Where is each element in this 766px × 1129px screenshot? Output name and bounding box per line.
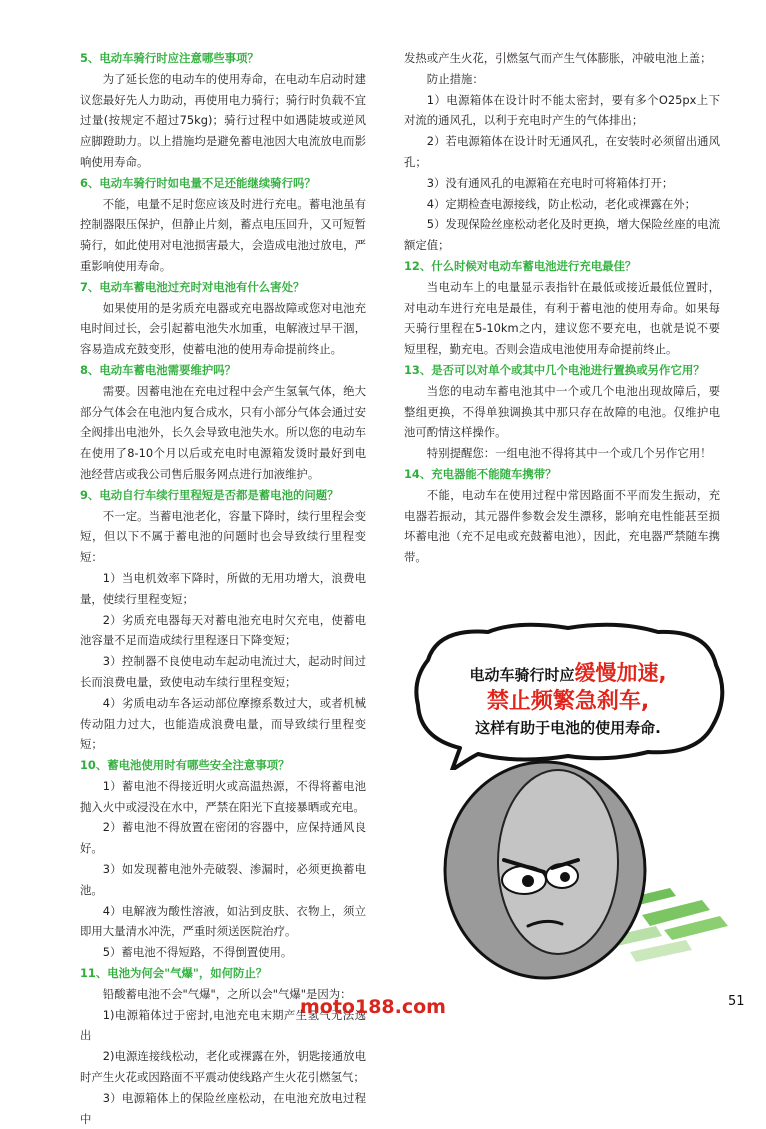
right-column bbox=[404, 48, 720, 568]
section-heading: 12、什么时候对电动车蓄电池进行充电最佳？ bbox=[404, 258, 637, 273]
paragraph: 不能，电动车在使用过程中常因路面不平而发生振动，充电器若振动，其元器件参数会发生漂移，影响充电性能甚至损坏蓄电池（充不足电或充鼓蓄电池），因此，充电器严禁随车携带。 bbox=[404, 487, 720, 565]
paragraph: 1)电源箱体过于密封,电池充电末期产生氢气无法逸出 bbox=[80, 1007, 366, 1043]
paragraph: 3）电源箱体上的保险丝座松动，在电池充放电过程中 bbox=[80, 1090, 366, 1126]
left-column bbox=[80, 48, 366, 1129]
section-heading: 13、是否可以对单个或其中几个电池进行置换或另作它用？ bbox=[404, 362, 705, 377]
footer-url: moto188.com bbox=[300, 996, 446, 1018]
paragraph: 2）若电源箱体在设计时无通风孔，在安装时必须留出通风孔； bbox=[404, 134, 720, 169]
paragraph: 为了延长您的电动车的使用寿命，在电动车启动时建议您最好先人力助动，再使用电力骑行；骑行时负载不宜过量(按规定不超过75kg)；骑行过程中如遇陡坡或逆风应脚蹬助力。以上措施均是避免蓄电池因大电流放电而影响使用寿命。 bbox=[80, 71, 366, 169]
paragraph: 2）劣质充电器每天对蓄电池充电时欠充电，使蓄电池容量不足而造成续行里程逐日下降变短； bbox=[80, 612, 366, 648]
tire-cartoon-illustration bbox=[420, 740, 740, 980]
paragraph: 需要。因蓄电池在充电过程中会产生氢氧气体，绝大部分气体会在电池内复合成水，只有小部分气体会通过安全阀排出电池外，长久会导致电池失水。所以您的电动车在使用了8-10个月以后或充电时电源箱发烫时最好到电池经营店或我公司售后服务网点进行加液维护。 bbox=[80, 383, 366, 481]
section-heading: 7、电动车蓄电池过充时对电池有什么害处？ bbox=[80, 279, 305, 294]
bubble-line-3: 这样有助于电池的使用寿命. bbox=[475, 719, 661, 737]
paragraph: 不一定。当蓄电池老化，容量下降时，续行里程会变短，但以下不属于蓄电池的问题时也会导致续行里程变短： bbox=[80, 508, 366, 565]
section-heading: 5、电动车骑行时应注意哪些事项？ bbox=[80, 51, 259, 65]
paragraph: 4）电解液为酸性溶液，如沾到皮肤、衣物上，须立即用大量清水冲洗，严重时须送医院治疗。 bbox=[80, 903, 366, 939]
paragraph: 如果使用的是劣质充电器或充电器故障或您对电池充电时间过长，会引起蓄电池失水加重，电解液过早干涸，容易造成充鼓变形，使蓄电池的使用寿命提前终止。 bbox=[80, 300, 366, 357]
paragraph: 3）控制器不良使电动车起动电流过大，起动时间过长而浪费电量，致使电动车续行里程变短； bbox=[80, 654, 366, 689]
paragraph: 3）如发现蓄电池外壳破裂、渗漏时，必须更换蓄电池。 bbox=[80, 862, 366, 897]
paragraph: 1）电源箱体在设计时不能太密封，要有多个O25px上下对流的通风孔，以利于充电时产生的气体排出； bbox=[404, 92, 720, 128]
paragraph: 3）没有通风孔的电源箱在充电时可将箱体打开； bbox=[426, 175, 674, 190]
paragraph: 5）蓄电池不得短路，不得倒置使用。 bbox=[102, 945, 293, 960]
bubble-line-1: 电动车骑行时应缓慢加速, bbox=[469, 661, 667, 685]
paragraph: 4）定期检查电源接线，防止松动，老化或裸露在外； bbox=[426, 196, 697, 211]
paragraph: 特别提醒您：一组电池不得将其中一个或几个另作它用！ bbox=[426, 446, 712, 461]
bubble-emphasis: 缓慢加速, bbox=[574, 661, 667, 685]
paragraph: 2)电源连接线松动，老化或裸露在外，钥匙接通放电时产生火花或因路面不平震动使线路产生火花引燃氢气； bbox=[80, 1049, 366, 1085]
section-heading: 10、蓄电池使用时有哪些安全注意事项？ bbox=[80, 758, 290, 773]
paragraph: 2）蓄电池不得放置在密闭的容器中，应保持通风良好。 bbox=[80, 820, 366, 856]
paragraph: 不能，电量不足时您应该及时进行充电。蓄电池虽有控制器限压保护，但静止片刻，蓄点电压回升，又可短暂骑行，如此使用对电池损害最大，会造成电池过放电，严重影响使用寿命。 bbox=[80, 196, 366, 273]
paragraph: 1）当电机效率下降时，所做的无用功增大，浪费电量，使续行里程变短； bbox=[80, 570, 366, 606]
paragraph: 1）蓄电池不得接近明火或高温热源，不得将蓄电池抛入火中或浸没在水中，严禁在阳光下直接暴晒或充电。 bbox=[80, 778, 366, 814]
section-heading: 14、充电器能不能随车携带？ bbox=[404, 466, 557, 481]
paragraph: 当您的电动车蓄电池其中一个或几个电池出现故障后，要整组更换，不得单独调换其中那只存在故障的电池。仅维护电池可酌情这样操作。 bbox=[404, 383, 720, 440]
tire-character bbox=[445, 762, 645, 978]
page-number: 51 bbox=[728, 994, 745, 1009]
paragraph: 4）劣质电动车各运动部位摩擦系数过大，或者机械传动阻力过大，也能造成浪费电量，而导致续行里程变短； bbox=[80, 695, 366, 752]
paragraph: 发热或产生火花，引燃氢气而产生气体膨胀，冲破电池上盖； bbox=[404, 51, 712, 65]
section-heading: 9、电动自行车续行里程短是否都是蓄电池的问题？ bbox=[80, 487, 339, 502]
section-heading: 8、电动车蓄电池需要维护吗？ bbox=[80, 362, 237, 377]
section-heading: 11、电池为何会"气爆"，如何防止？ bbox=[80, 966, 268, 981]
paragraph: 防止措施： bbox=[426, 71, 484, 86]
bubble-line-2: 禁止频繁急刹车, bbox=[486, 689, 650, 714]
paragraph: 铅酸蓄电池不会"气爆"，之所以会"气爆"是因为： bbox=[102, 986, 352, 1001]
paragraph: 5）发现保险丝座松动老化及时更换，增大保险丝座的电流额定值； bbox=[404, 217, 720, 253]
section-heading: 6、电动车骑行时如电量不足还能继续骑行吗？ bbox=[80, 175, 316, 190]
paragraph: 当电动车上的电量显示表指针在最低或接近最低位置时，对电动车进行充电是最佳，有利于蓄电池的使用寿命。如果每天骑行里程在5-10km之内，建议您不要充电，也就是说不要短里程，勤充电。否则会造成电池使用寿命提前终止。 bbox=[404, 279, 720, 357]
